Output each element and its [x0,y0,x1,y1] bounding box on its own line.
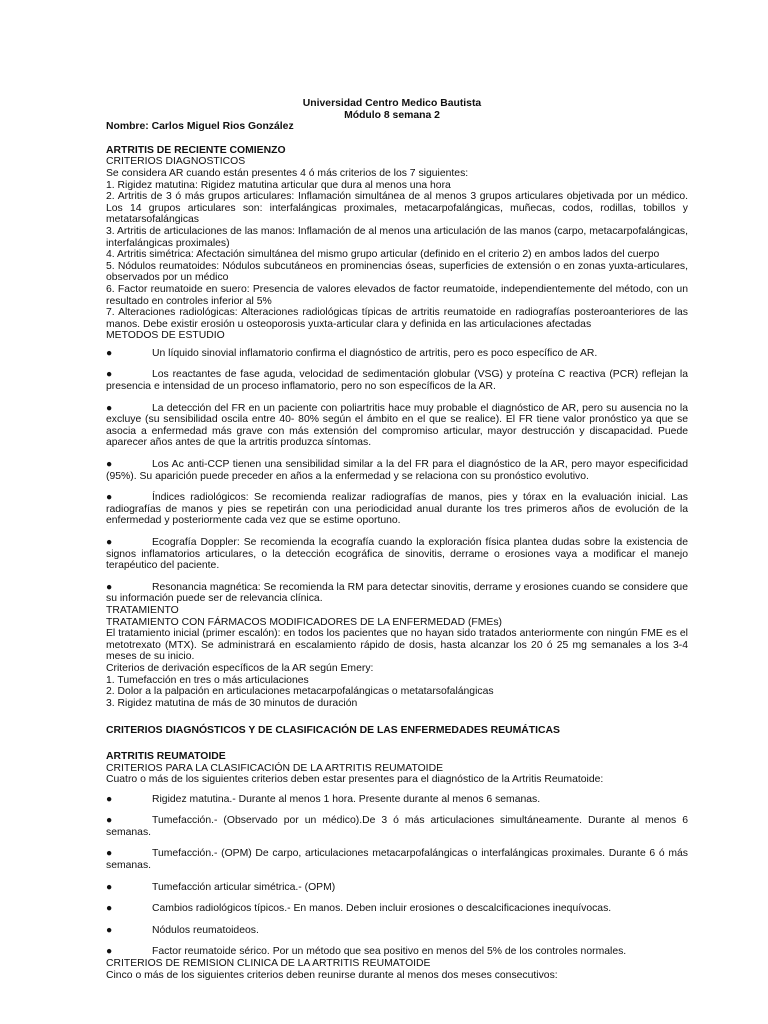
referral-item: 2. Dolor a la palpación en articulaciones metacarpofalángicas o metatarsofalángicas [106,686,494,698]
document-header [96,98,688,121]
list-item-text: Nódulos reumatoideos. [152,924,259,936]
section-subtitle: ARTRITIS REUMATOIDE [106,750,226,762]
list-item-text: Tumefacción articular simétrica.- (OPM) [152,881,336,893]
list-item-text: Tumefacción.- (Observado por un médico).De 3 ó más articulaciones simultáneamente. Durante al menos 6 semanas. [106,815,688,838]
bullet-icon: ● [106,848,113,860]
list-item [106,369,688,392]
bullet-icon: ● [106,881,113,893]
list-item-text: Factor reumatoide sérico. Por un método que sea positivo en menos del 5% de los controles normales. [152,946,627,958]
bullet-icon: ● [106,924,113,936]
bullet-icon: ● [106,369,113,381]
methods-title: METODOS DE ESTUDIO [106,330,225,342]
bullet-icon: ● [106,347,113,359]
section-title: ARTRITIS DE RECIENTE COMIENZO [106,144,286,156]
module-label: Módulo 8 semana 2 [344,109,440,121]
section-subtitle: CRITERIOS DIAGNOSTICOS [106,156,246,168]
list-item-text: Rigidez matutina.- Durante al menos 1 hora. Presente durante al menos 6 semanas. [152,793,541,805]
remission-intro: Cinco o más de los siguientes criterios deben reunirse durante al menos dos meses consecutivos: [106,969,558,981]
section-title: CRITERIOS DIAGNÓSTICOS Y DE CLASIFICACIÓN DE LAS ENFERMEDADES REUMÁTICAS [106,725,560,737]
list-item [106,815,688,838]
criteria-item: 7. Alteraciones radiológicas: Alteraciones radiológicas típicas de artritis reumatoide en radiografías posteroanteriores de las manos. Debe existir erosión u osteoporosis yuxta-articular clara y definida en las articulaciones afectadas [106,307,688,330]
list-item-text: Un líquido sinovial inflamatorio confirma el diagnóstico de artritis, pero es poco específico de AR. [152,347,598,359]
list-item [106,882,688,894]
remission-title: CRITERIOS DE REMISION CLINICA DE LA ARTRITIS REUMATOIDE [106,958,431,970]
referral-list [106,675,688,710]
list-item [106,492,688,527]
list-item [106,925,688,937]
bullet-icon: ● [106,402,113,414]
list-item [106,582,688,605]
bullet-icon: ● [106,946,113,958]
list-item-text: La detección del FR en un paciente con poliartritis hace muy probable el diagnóstico de AR, pero su ausencia no la excluye (su sensibilidad oscila entre 40- 80% según el ámbito en el que se realice). El FR tiene valor pronóstico ya que se asocia a enfermedad más grave con más extensión del compromiso articular, mayor destrucción y discapacidad. Puede aparecer años antes de que la artritis produzca síntomas. [106,402,688,449]
classification-list [106,794,688,958]
list-item-text: Resonancia magnética: Se recomienda la RM para detectar sinovitis, derrame y erosiones cuando se considere que su información puede ser de relevancia clínica. [106,581,688,605]
criteria-item: 5. Nódulos reumatoides: Nódulos subcutáneos en prominencias óseas, superficies de extensión o en zonas yuxta-articulares, observados por un médico [106,260,688,284]
criteria-item: 1. Rigidez matutina: Rigidez matutina articular que dura al menos una hora [106,179,451,191]
classification-title: CRITERIOS PARA LA CLASIFICACIÓN DE LA ARTRITIS REUMATOIDE [106,762,444,774]
referral-item: 1. Tumefacción en tres o más articulaciones [106,674,309,686]
treatment-text: El tratamiento inicial (primer escalón): en todos los pacientes que no hayan sido tratados anteriormente con ningún FME es el metotrexato (MTX). Se administrará en escalamiento rápido de dosis, hasta alcanzar los 20 ó 25 mg semanales a los 3-4 meses de su inicio. [106,628,688,663]
author-name: Nombre: Carlos Miguel Rios González [106,121,294,133]
list-item [106,537,688,572]
bullet-icon: ● [106,581,113,593]
criteria-item: 4. Artritis simétrica: Afectación simultánea del mismo grupo articular (definido en el criterio 2) en ambos lados del cuerpo [106,249,660,261]
list-item-text: Los reactantes de fase aguda, velocidad de sedimentación globular (VSG) y proteína C reactiva (PCR) reflejan la presencia e intensidad de un proceso inflamatorio, pero no son específicos de la AR. [106,369,688,393]
methods-list [106,348,688,605]
bullet-icon: ● [106,815,113,827]
list-item-text: Índices radiológicos: Se recomienda realizar radiografías de manos, pies y tórax en la evaluación inicial. Las radiografías de manos y pies se repetirán con una periodicidad anual durante los tres primeros años de evolución de la enfermedad y posteriormente cada vez que se estime oportuno. [106,492,688,527]
referral-item: 3. Rigidez matutina de más de 30 minutos de duración [106,697,358,709]
list-item-text: Cambios radiológicos típicos.- En manos. Deben incluir erosiones o descalcificaciones inequívocas. [152,903,612,915]
list-item-text: Ecografía Doppler: Se recomienda la ecografía cuando la exploración física plantea dudas sobre la existencia de signos inflamatorios articulares, o la detección ecográfica de sinovitis, derrame o erosiones vaya a modificar el manejo terapéutico del paciente. [106,537,688,572]
list-item [106,459,688,482]
criteria-item: 3. Artritis de articulaciones de las manos: Inflamación de al menos una articulación de las manos (carpo, metacarpofalángicas, interfalángicas proximales) [106,225,688,249]
treatment-title: TRATAMIENTO [106,604,179,616]
bullet-icon: ● [106,459,113,471]
list-item [106,794,688,806]
criteria-item: 2. Artritis de 3 ó más grupos articulares: Inflamación simultánea de al menos 3 grupos articulares objetivada por un médico. Los 14 grupos articulares son: interfalángicas proximales, metacarpofalángicas, muñecas, codos, rodillas, tobillos y metatarsofalángicas [106,191,688,226]
list-item [106,403,688,449]
university-name: Universidad Centro Medico Bautista [302,98,482,109]
list-item-text: Los Ac anti-CCP tienen una sensibilidad similar a la del FR para el diagnóstico de la AR, pero mayor especificidad (95%). Su aparición puede preceder en años a la enfermedad y se relaciona con su pronóstico evolutivo. [106,459,688,482]
list-item [106,348,688,360]
referral-title: Criterios de derivación específicos de la AR según Emery: [106,662,374,674]
bullet-icon: ● [106,903,113,915]
list-item-text: Tumefacción.- (OPM) De carpo, articulaciones metacarpofalángicas o interfalángicas proximales. Durante 6 ó más semanas. [106,848,688,872]
bullet-icon: ● [106,537,113,548]
criteria-list [106,180,688,331]
criteria-item: 6. Factor reumatoide en suero: Presencia de valores elevados de factor reumatoide, independientemente del método, con un resultado en controles inferior al 5% [106,283,688,307]
classification-intro: Cuatro o más de los siguientes criterios deben estar presentes para el diagnóstico de la Artritis Reumatoide: [106,774,604,786]
treatment-subtitle: TRATAMIENTO CON FÁRMACOS MODIFICADORES DE LA ENFERMEDAD (FMEs) [106,616,503,628]
bullet-icon: ● [106,793,113,805]
list-item [106,946,688,958]
list-item [106,903,688,915]
bullet-icon: ● [106,492,113,504]
list-item [106,848,688,871]
criteria-intro: Se considera AR cuando están presentes 4 ó más criterios de los 7 siguientes: [106,167,469,179]
